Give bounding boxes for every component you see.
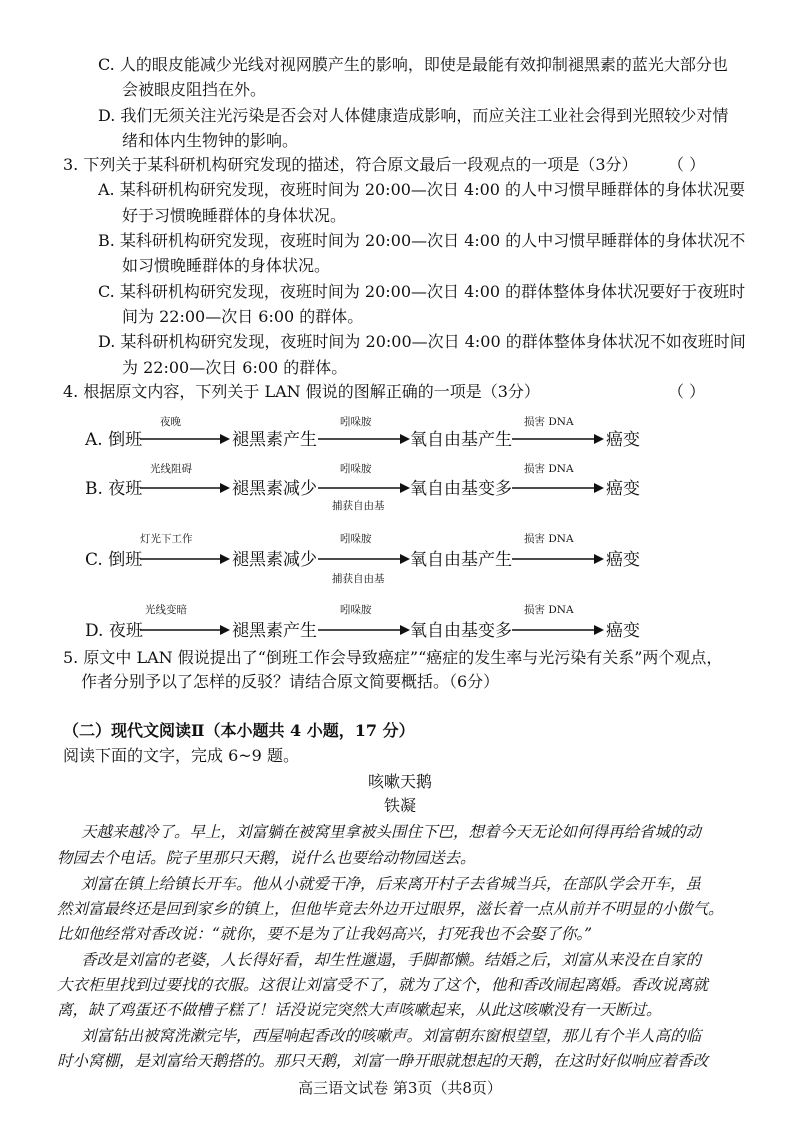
q4-stem: 4. 根据原文内容，下列关于 LAN 假说的图解正确的一项是（3分） bbox=[63, 382, 540, 401]
diagram-a-arrow2-label: 吲哚胺 bbox=[340, 416, 372, 428]
diagram-b-arrow2-icon bbox=[318, 481, 410, 495]
diagram-d-arrow1-label: 光线变暗 bbox=[145, 604, 187, 616]
q4-answer-paren: （ ） bbox=[668, 382, 706, 401]
diagram-a-node1: 褪黑素产生 bbox=[232, 430, 317, 450]
q2-option-c-line1: C. 人的眼皮能减少光线对视网膜产生的影响，即使是最能有效抑制褪黑素的蓝光大部分也 bbox=[98, 55, 728, 74]
diagram-a-arrow3-label: 损害 DNA bbox=[524, 416, 574, 428]
diagram-d-node1: 褪黑素产生 bbox=[232, 621, 317, 641]
passage-p1-line1: 天越来越冷了。早上，刘富躺在被窝里拿被头围住下巴，想着今天无论如何得再给省城的动 bbox=[81, 823, 702, 841]
section2-instruction: 阅读下面的文字，完成 6~9 题。 bbox=[63, 746, 299, 765]
diagram-b-label: B. 夜班 bbox=[85, 479, 143, 499]
q3-answer-paren: （ ） bbox=[668, 155, 706, 174]
diagram-c-arrow3-icon bbox=[512, 552, 604, 566]
diagram-a-arrow3-icon bbox=[512, 432, 604, 446]
q3-stem: 3. 下列关于某科研机构研究发现的描述，符合原文最后一段观点的一项是（3分） bbox=[63, 155, 638, 174]
diagram-b-arrow2-sublabel: 捕获自由基 bbox=[332, 500, 385, 512]
diagram-c-arrow2-label: 吲哚胺 bbox=[340, 533, 372, 545]
q3-option-d-line2: 为 22:00—次日 6:00 的群体。 bbox=[122, 358, 348, 377]
page-footer: 高三语文试卷 第3页（共8页） bbox=[298, 1079, 502, 1097]
diagram-d-node3: 癌变 bbox=[606, 621, 640, 641]
diagram-b-arrow2-label: 吲哚胺 bbox=[340, 463, 372, 475]
q3-option-a-line2: 好于习惯晚睡群体的身体状况。 bbox=[122, 206, 347, 225]
q2-option-d-line2: 绪和体内生物钟的影响。 bbox=[122, 131, 299, 150]
q3-option-a-line1: A. 某科研机构研究发现，夜班时间为 20:00—次日 4:00 的人中习惯早睡群体的身体状况要 bbox=[98, 180, 746, 199]
passage-p2-line2: 然刘富最终还是回到家乡的镇上，但他毕竟去外边开过眼界，滋长着一点从前并不明显的小傲气。 bbox=[57, 900, 724, 918]
q3-option-c-line1: C. 某科研机构研究发现，夜班时间为 20:00—次日 4:00 的群体整体身体状况要好于夜班时 bbox=[98, 282, 746, 301]
diagram-c-node1: 褪黑素减少 bbox=[232, 550, 317, 570]
passage-p4-line1: 刘富钻出被窝洗漱完毕，西屋响起香改的咳嗽声。刘富朝东窗根望望，那儿有个半人高的临 bbox=[81, 1027, 702, 1045]
diagram-a-node2: 氧自由基产生 bbox=[410, 430, 512, 450]
q3-option-c-line2: 间为 22:00—次日 6:00 的群体。 bbox=[122, 307, 364, 326]
diagram-c-arrow2-sublabel: 捕获自由基 bbox=[332, 573, 385, 585]
diagram-c-arrow2-icon bbox=[318, 552, 410, 566]
diagram-a-arrow2-icon bbox=[318, 432, 410, 446]
passage-author: 铁凝 bbox=[383, 796, 416, 815]
q5-line1: 5. 原文中 LAN 假说提出了“倒班工作会导致癌症”“癌症的发生率与光污染有关系”两个观点， bbox=[63, 648, 723, 667]
diagram-c-arrow3-label: 损害 DNA bbox=[524, 533, 574, 545]
diagram-c-arrow1-label: 灯光下工作 bbox=[140, 533, 193, 545]
diagram-c-node2: 氧自由基产生 bbox=[410, 550, 512, 570]
diagram-c-label: C. 倒班 bbox=[85, 550, 143, 570]
diagram-d-arrow2-icon bbox=[318, 623, 410, 637]
passage-title: 咳嗽天鹅 bbox=[367, 772, 432, 791]
q3-option-d-line1: D. 某科研机构研究发现，夜班时间为 20:00—次日 4:00 的群体整体身体状况不如夜班时间 bbox=[98, 332, 746, 351]
diagram-a-arrow1-label: 夜晚 bbox=[160, 416, 181, 428]
diagram-c-arrow1-icon bbox=[140, 552, 230, 566]
passage-p2-line3: 比如他经常对香改说：“就你，要不是为了让我妈高兴，打死我也不会娶了你。” bbox=[57, 925, 593, 943]
diagram-b-node3: 癌变 bbox=[606, 479, 640, 499]
q2-option-d-line1: D. 我们无须关注光污染是否会对人体健康造成影响，而应关注工业社会得到光照较少对情 bbox=[98, 106, 729, 125]
passage-p3-line1: 香改是刘富的老婆，人长得好看，却生性邋遢，手脚都懒。结婚之后，刘富从来没在自家的 bbox=[81, 951, 702, 969]
diagram-b-node1: 褪黑素减少 bbox=[232, 479, 317, 499]
q3-option-b-line2: 如习惯晚睡群体的身体状况。 bbox=[122, 256, 331, 275]
diagram-b-arrow1-label: 光线阻碍 bbox=[150, 463, 192, 475]
diagram-b-arrow1-icon bbox=[140, 481, 230, 495]
diagram-a-arrow1-icon bbox=[140, 432, 230, 446]
q5-line2: 作者分别予以了怎样的反驳？请结合原文简要概括。（6分） bbox=[81, 672, 500, 691]
diagram-d-arrow3-label: 损害 DNA bbox=[524, 604, 574, 616]
diagram-d-label: D. 夜班 bbox=[85, 621, 143, 641]
diagram-c-node3: 癌变 bbox=[606, 550, 640, 570]
section2-heading: （二）现代文阅读Ⅱ（本小题共 4 小题，17 分） bbox=[63, 721, 415, 740]
diagram-d-arrow2-label: 吲哚胺 bbox=[340, 604, 372, 616]
passage-p3-line3: 离，缺了鸡蛋还不做槽子糕了！话没说完突然大声咳嗽起来，从此这咳嗽没有一天断过。 bbox=[57, 1001, 662, 1019]
passage-p2-line1: 刘富在镇上给镇长开车。他从小就爱干净，后来离开村子去省城当兵，在部队学会开车，虽 bbox=[81, 875, 702, 893]
passage-p1-line2: 物园去个电话。院子里那只天鹅，说什么也要给动物园送去。 bbox=[57, 849, 476, 867]
passage-p3-line2: 大衣柜里找到过要找的衣服。这很让刘富受不了，就为了这个，他和香改闹起离婚。香改说离就 bbox=[57, 976, 709, 994]
diagram-d-arrow3-icon bbox=[512, 623, 604, 637]
q2-option-c-line2: 会被眼皮阻挡在外。 bbox=[122, 80, 267, 99]
diagram-a-node3: 癌变 bbox=[606, 430, 640, 450]
diagram-a-label: A. 倒班 bbox=[85, 430, 143, 450]
passage-p4-line2: 时小窝棚，是刘富给天鹅搭的。那只天鹅，刘富一睁开眼就想起的天鹅，在这时好似响应着香改 bbox=[57, 1052, 709, 1070]
diagram-b-arrow3-label: 损害 DNA bbox=[524, 463, 574, 475]
diagram-b-node2: 氧自由基变多 bbox=[410, 479, 512, 499]
diagram-b-arrow3-icon bbox=[512, 481, 604, 495]
q3-option-b-line1: B. 某科研机构研究发现，夜班时间为 20:00—次日 4:00 的人中习惯早睡群体的身体状况不 bbox=[98, 231, 746, 250]
diagram-d-node2: 氧自由基变多 bbox=[410, 621, 512, 641]
diagram-d-arrow1-icon bbox=[140, 623, 230, 637]
